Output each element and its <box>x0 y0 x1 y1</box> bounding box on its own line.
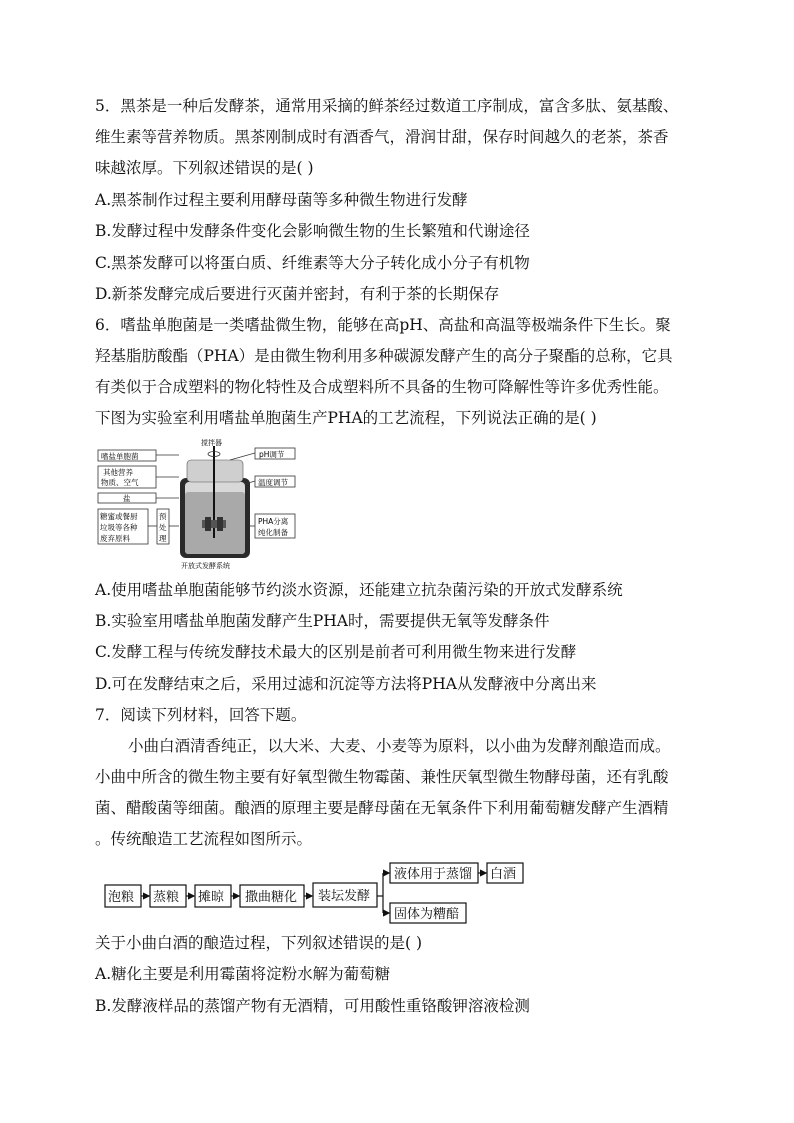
q6-stem-line-4: 下图为实验室利用嗜盐单胞菌生产PHA的工艺流程，下列说法正确的是( ) <box>95 409 597 427</box>
q7-option-b: B.发酵液样品的蒸馏产物有无酒精，可用酸性重铬酸钾溶液检测 <box>95 997 530 1015</box>
flow-liquid-distill: 液体用于蒸馏 <box>394 867 473 882</box>
q7-material-line-4: 。传统酿造工艺流程如图所示。 <box>95 830 313 848</box>
stirrer-label: 搅拌器 <box>201 439 222 447</box>
q5-option-a: A.黑茶制作过程主要利用酵母菌等多种微生物进行发酵 <box>95 191 468 209</box>
input-waste-label-1: 糖蜜或餐厨 <box>100 512 138 521</box>
q6-option-d: D.可在发酵结束之后，采用过滤和沉淀等方法将PHA从发酵液中分离出来 <box>95 675 597 693</box>
flow-spread-cool: 摊晾 <box>198 890 225 905</box>
q6-stem-line-1: 6．嗜盐单胞菌是一类嗜盐微生物，能够在高pH、高盐和高温等极端条件下生长。聚 <box>95 316 671 334</box>
flow-solid-residue: 固体为糟醅 <box>394 907 460 922</box>
q5-option-d: D.新茶发酵完成后要进行灭菌并密封，有利于茶的长期保存 <box>95 285 500 303</box>
q5-option-c: C.黑茶发酵可以将蛋白质、纤维素等大分子转化成小分子有机物 <box>95 254 530 272</box>
pretreat-label-3: 理 <box>159 534 167 543</box>
flow-steam-grain: 蒸粮 <box>153 890 180 905</box>
input-waste-label-3: 废弃原料 <box>100 534 130 543</box>
pretreat-label-2: 处 <box>159 523 167 532</box>
q5-option-b: B.发酵过程中发酵条件变化会影响微生物的生长繁殖和代谢途径 <box>95 222 530 240</box>
input-salt-label: 盐 <box>123 494 131 503</box>
q7-question: 关于小曲白酒的酿造过程，下列叙述错误的是( ) <box>95 934 423 952</box>
open-fermentation-caption: 开放式发酵系统 <box>181 562 230 570</box>
q7-material-line-2: 小曲中所含的微生物主要有好氧型微生物霉菌、兼性厌氧型微生物酵母菌，还有乳酸 <box>95 768 669 786</box>
q7-material-line-1: 小曲白酒清香纯正，以大米、大麦、小麦等为原料，以小曲为发酵剂酿造而成。 <box>128 737 671 755</box>
flow-soak-grain: 泡粮 <box>108 890 135 905</box>
q6-stem-line-2: 羟基脂肪酸酯（PHA）是由微生物利用多种碳源发酵产生的高分子聚酯的总称，它具 <box>95 347 673 365</box>
q5-stem-line-2: 维生素等营养物质。黑茶刚制成时有酒香气，滑润甘甜，保存时间越久的老茶，茶香 <box>95 128 669 146</box>
q7-stem: 7．阅读下列材料，回答下题。 <box>95 706 307 724</box>
fermentation-system-diagram <box>95 438 305 570</box>
q5-stem-line-3: 味越浓厚。下列叙述错误的是( ) <box>95 159 314 177</box>
q5-stem-line-1: 5．黑茶是一种后发酵茶，通常用采摘的鲜茶经过数道工序制成，富含多肽、氨基酸、 <box>95 97 679 115</box>
pha-separation-label: PHA分离 <box>258 517 289 526</box>
pretreat-label-1: 预 <box>159 512 167 521</box>
flow-jar-fermentation: 装坛发酵 <box>318 889 371 904</box>
q6-option-b: B.实验室用嗜盐单胞菌发酵产生PHA时，需要提供无氧等发酵条件 <box>95 612 550 630</box>
q6-stem-line-3: 有类似于合成塑料的物化特性及合成塑料所不具备的生物可降解性等许多优秀性能。 <box>95 378 669 396</box>
input-bacteria-label: 嗜盐单胞菌 <box>101 452 139 461</box>
pha-purification-label: 纯化制备 <box>258 528 288 537</box>
q6-option-c: C.发酵工程与传统发酵技术最大的区别是前者可利用微生物来进行发酵 <box>95 643 577 661</box>
flow-saccharification: 撒曲糖化 <box>245 890 298 905</box>
input-nutrient-label-1: 其他营养 <box>103 468 133 477</box>
q6-option-a: A.使用嗜盐单胞菌能够节约淡水资源，还能建立抗杂菌污染的开放式发酵系统 <box>95 581 623 599</box>
flow-liquor: 白酒 <box>490 867 517 882</box>
q7-material-line-3: 菌、醋酸菌等细菌。酿酒的原理主要是酵母菌在无氧条件下利用葡萄糖发酵产生酒精 <box>95 799 669 817</box>
ph-control-label: pH调节 <box>259 450 285 459</box>
input-waste-label-2: 垃圾等各种 <box>100 523 138 532</box>
q7-option-a: A.糖化主要是利用霉菌将淀粉水解为葡萄糖 <box>95 965 391 983</box>
temperature-control-label: 温度调节 <box>258 478 288 487</box>
brewing-flow-diagram <box>104 862 524 924</box>
input-nutrient-label-2: 物质、空气 <box>101 478 139 487</box>
